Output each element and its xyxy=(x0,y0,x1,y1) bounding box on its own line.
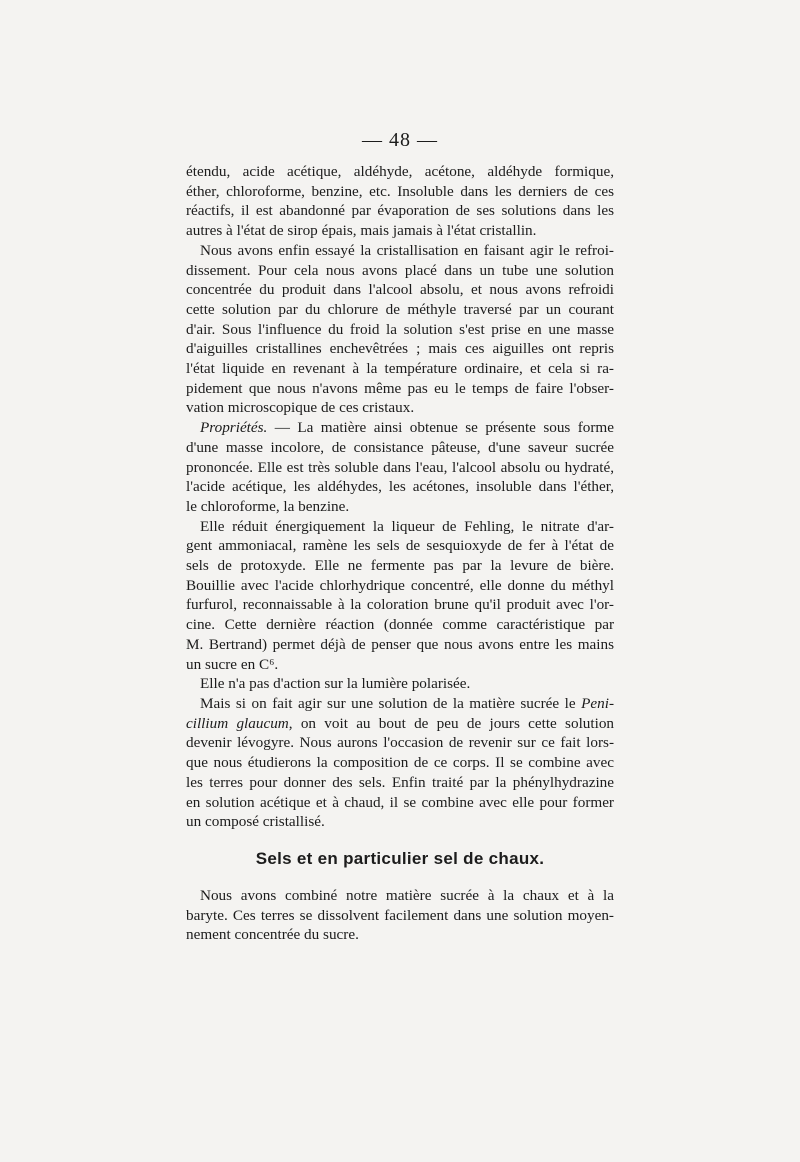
text-line: autres à l'état de sirop épais, mais jamais à l'état cristallin. xyxy=(186,222,537,240)
text-line: Nous avons combiné notre matière sucrée à la chaux et à la xyxy=(200,887,614,904)
page-number: — 48 — xyxy=(362,129,438,151)
text-line: Elle réduit énergiquement la liqueur de Fehling, le nitrate d'ar- xyxy=(200,517,614,535)
text-line: Nous avons enfin essayé la cristallisation en faisant agir le refroi- xyxy=(200,241,614,259)
text-line: furfurol, reconnaissable à la coloration brune qu'il produit avec l'or- xyxy=(186,596,614,614)
text-line: dissement. Pour cela nous avons placé dans un tube une solution xyxy=(186,261,614,279)
text-line: vation microscopique de ces cristaux. xyxy=(186,399,415,417)
text-line: cine. Cette dernière réaction (donnée comme caractéristique par xyxy=(186,616,614,634)
text-line: devenir lévogyre. Nous aurons l'occasion de revenir sur ce fait lors- xyxy=(186,734,614,752)
text-line: Bouillie avec l'acide chlorhydrique concentré, elle donne du méthyl xyxy=(186,576,614,594)
text-line: d'air. Sous l'influence du froid la solution s'est prise en une masse xyxy=(186,320,614,338)
text-line: réactifs, il est abandonné par évaporation de ses solutions dans les xyxy=(186,202,614,220)
text-line: cillium glaucum, on voit au bout de peu de jours cette solution xyxy=(186,714,614,732)
text-line: pidement que nous n'avons même pas eu le temps de faire l'obser- xyxy=(186,379,614,397)
text-line: un composé cristallisé. xyxy=(186,813,325,831)
text-line: en solution acétique et à chaud, il se combine avec elle pour former xyxy=(186,793,614,811)
text-line: baryte. Ces terres se dissolvent facilement dans une solution moyen- xyxy=(186,906,614,924)
body-text-block xyxy=(186,162,614,832)
text-line: l'état liquide en revenant à la température ordinaire, et cela si ra- xyxy=(186,360,614,378)
text-line: cette solution par du chlorure de méthyle traversé par un courant xyxy=(186,300,614,318)
text-line: d'aiguilles cristallines enchevêtrées ; mais ces aiguilles ont repris xyxy=(186,340,614,358)
text-line: éther, chloroforme, benzine, etc. Insoluble dans les derniers de ces xyxy=(186,182,614,200)
text-line: l'acide acétique, les aldéhydes, les acétones, insoluble dans l'éther, xyxy=(186,478,614,496)
text-line: Mais si on fait agir sur une solution de la matière sucrée le Peni- xyxy=(200,694,614,712)
text-line: que nous étudierons la composition de ce corps. Il se combine avec xyxy=(186,754,614,772)
text-line: gent ammoniacal, ramène les sels de sesquioxyde de fer à l'état de xyxy=(186,537,614,555)
text-line: Propriétés. — La matière ainsi obtenue se présente sous forme xyxy=(200,419,614,437)
section-heading: Sels et en particulier sel de chaux. xyxy=(255,849,545,868)
text-line: les terres pour donner des sels. Enfin traité par la phénylhydrazine xyxy=(186,773,614,791)
text-line: un sucre en C⁶. xyxy=(186,655,279,673)
text-line: prononcée. Elle est très soluble dans l'eau, l'alcool absolu ou hydraté, xyxy=(186,458,614,476)
body-text-block-2 xyxy=(186,886,614,945)
text-line: nement concentrée du sucre. xyxy=(186,926,359,944)
text-line: d'une masse incolore, de consistance pâteuse, d'une saveur sucrée xyxy=(186,438,614,456)
text-line: M. Bertrand) permet déjà de penser que nous avons entre les mains xyxy=(186,635,614,653)
text-line: étendu, acide acétique, aldéhyde, acétone, aldéhyde formique, xyxy=(186,163,614,180)
text-line: le chloroforme, la benzine. xyxy=(186,497,350,515)
text-line: concentrée du produit dans l'alcool absolu, et nous avons refroidi xyxy=(186,281,614,299)
text-line: sels de protoxyde. Elle ne fermente pas par la levure de bière. xyxy=(186,557,614,575)
text-line: Elle n'a pas d'action sur la lumière polarisée. xyxy=(200,675,471,693)
